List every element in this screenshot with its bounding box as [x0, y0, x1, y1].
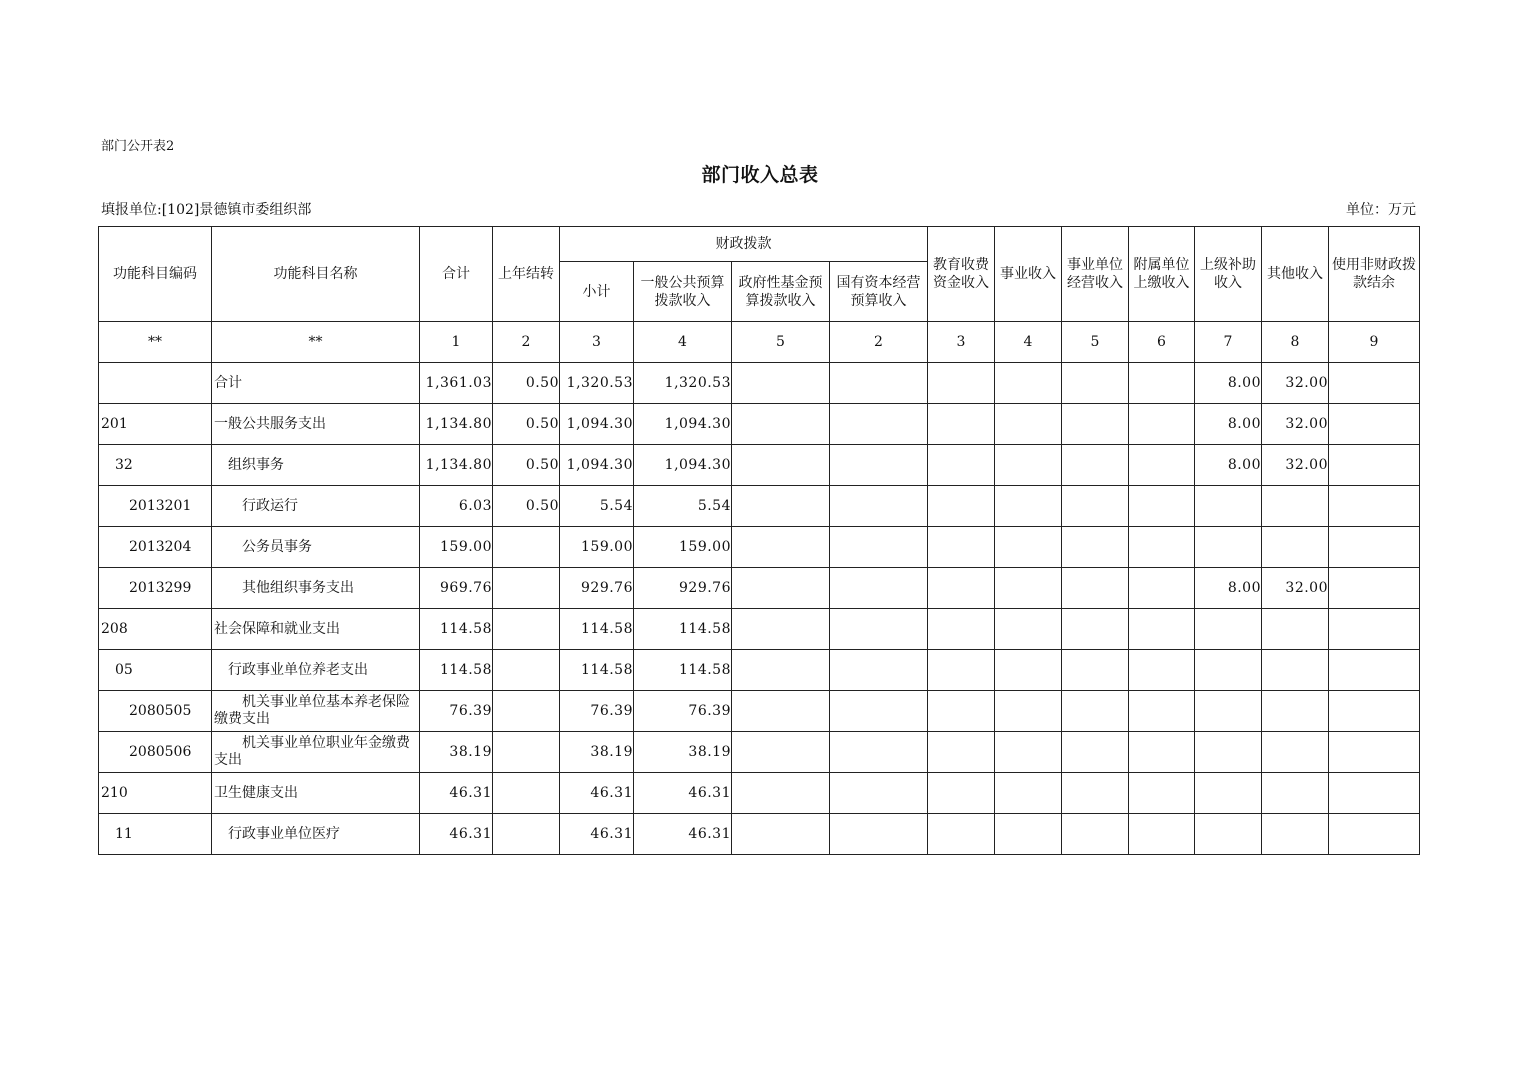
cell-amount	[995, 527, 1062, 568]
cell-code	[99, 773, 212, 814]
index-cell: **	[212, 322, 420, 363]
function-code: 2013201	[129, 498, 192, 514]
cell-amount: 38.19	[634, 732, 732, 773]
cell-amount	[928, 486, 995, 527]
col-header-subsidy: 上级补助收入	[1195, 227, 1262, 322]
cell-amount	[1062, 691, 1129, 732]
index-cell: 7	[1195, 322, 1262, 363]
cell-amount	[732, 814, 830, 855]
cell-amount: 114.58	[420, 609, 493, 650]
table-row	[99, 568, 1420, 609]
col-header-business: 事业收入	[995, 227, 1062, 322]
cell-amount	[1195, 527, 1262, 568]
cell-amount	[928, 568, 995, 609]
cell-amount: 1,361.03	[420, 363, 493, 404]
cell-amount: 114.58	[634, 609, 732, 650]
cell-amount: 46.31	[560, 773, 634, 814]
cell-amount: 114.58	[420, 650, 493, 691]
cell-amount	[830, 568, 928, 609]
cell-amount	[995, 691, 1062, 732]
function-code: 210	[101, 785, 128, 801]
cell-amount: 1,094.30	[560, 404, 634, 445]
cell-amount	[1329, 691, 1420, 732]
function-name: 公务员事务	[242, 539, 312, 555]
cell-amount	[1062, 445, 1129, 486]
cell-amount	[995, 486, 1062, 527]
cell-amount	[493, 732, 560, 773]
cell-amount: 969.76	[420, 568, 493, 609]
cell-amount	[995, 732, 1062, 773]
cell-amount	[1262, 814, 1329, 855]
table-row	[99, 445, 1420, 486]
table-row	[99, 650, 1420, 691]
col-header-name: 功能科目名称	[212, 227, 420, 322]
cell-amount: 5.54	[634, 486, 732, 527]
col-header-subtotal: 小计	[560, 262, 634, 322]
cell-amount: 114.58	[634, 650, 732, 691]
cell-amount	[1129, 609, 1195, 650]
cell-amount: 114.58	[560, 650, 634, 691]
reporting-unit: 填报单位:[102]景德镇市委组织部	[101, 202, 312, 218]
cell-amount: 1,134.80	[420, 404, 493, 445]
cell-amount	[493, 773, 560, 814]
income-summary-table	[98, 226, 1420, 855]
index-cell: 4	[995, 322, 1062, 363]
cell-amount	[830, 732, 928, 773]
cell-amount	[995, 445, 1062, 486]
index-row	[99, 322, 1420, 363]
col-header-fund: 政府性基金预算拨款收入	[732, 262, 830, 322]
cell-amount: 159.00	[560, 527, 634, 568]
cell-amount: 46.31	[420, 814, 493, 855]
function-code: 208	[101, 621, 128, 637]
cell-code	[99, 732, 212, 773]
cell-amount	[1062, 650, 1129, 691]
currency-unit: 单位：万元	[1346, 202, 1416, 218]
cell-amount	[1329, 609, 1420, 650]
cell-code	[99, 445, 212, 486]
cell-amount: 38.19	[420, 732, 493, 773]
cell-amount	[1262, 486, 1329, 527]
cell-amount	[1195, 650, 1262, 691]
col-header-edu: 教育收费资金收入	[928, 227, 995, 322]
cell-code	[99, 486, 212, 527]
cell-amount: 0.50	[493, 445, 560, 486]
cell-code	[99, 814, 212, 855]
cell-amount: 1,094.30	[560, 445, 634, 486]
cell-amount: 32.00	[1262, 445, 1329, 486]
cell-amount	[830, 363, 928, 404]
cell-amount	[928, 650, 995, 691]
cell-amount	[928, 445, 995, 486]
cell-name	[212, 486, 420, 527]
cell-amount	[1195, 732, 1262, 773]
cell-amount	[732, 732, 830, 773]
col-header-other: 其他收入	[1262, 227, 1329, 322]
cell-amount	[1195, 773, 1262, 814]
cell-code	[99, 609, 212, 650]
cell-amount	[1329, 814, 1420, 855]
page-title: 部门收入总表	[701, 164, 819, 186]
cell-amount	[732, 404, 830, 445]
cell-amount	[732, 445, 830, 486]
function-code: 201	[101, 416, 128, 432]
function-code: 2013299	[129, 580, 192, 596]
cell-name	[212, 363, 420, 404]
function-code: 2080505	[129, 703, 192, 719]
cell-amount	[493, 568, 560, 609]
index-cell: 2	[830, 322, 928, 363]
cell-amount: 929.76	[634, 568, 732, 609]
cell-amount	[928, 814, 995, 855]
function-name: 机关事业单位职业年金缴费支出	[214, 735, 410, 768]
cell-amount: 0.50	[493, 486, 560, 527]
cell-amount: 159.00	[420, 527, 493, 568]
cell-amount	[1062, 527, 1129, 568]
index-cell: **	[99, 322, 212, 363]
cell-amount	[1129, 691, 1195, 732]
cell-amount	[1329, 732, 1420, 773]
cell-amount	[830, 445, 928, 486]
table-row	[99, 773, 1420, 814]
col-header-affiliated: 附属单位上缴收入	[1129, 227, 1195, 322]
cell-amount	[1062, 773, 1129, 814]
cell-amount	[732, 568, 830, 609]
cell-amount	[1062, 609, 1129, 650]
col-header-nonfiscal: 使用非财政拨款结余	[1329, 227, 1420, 322]
col-header-general: 一般公共预算拨款收入	[634, 262, 732, 322]
cell-amount: 1,320.53	[634, 363, 732, 404]
cell-amount	[1329, 773, 1420, 814]
cell-amount	[1129, 814, 1195, 855]
cell-amount	[995, 814, 1062, 855]
cell-amount: 114.58	[560, 609, 634, 650]
cell-amount	[732, 650, 830, 691]
col-header-operating: 事业单位经营收入	[1062, 227, 1129, 322]
cell-code	[99, 527, 212, 568]
index-cell: 5	[732, 322, 830, 363]
cell-amount: 8.00	[1195, 363, 1262, 404]
table-row	[99, 609, 1420, 650]
col-header-code: 功能科目编码	[99, 227, 212, 322]
cell-amount: 929.76	[560, 568, 634, 609]
index-cell: 5	[1062, 322, 1129, 363]
cell-amount	[493, 650, 560, 691]
cell-amount	[1129, 445, 1195, 486]
table-row	[99, 732, 1420, 773]
function-name: 机关事业单位基本养老保险缴费支出	[214, 694, 410, 727]
function-code: 05	[115, 662, 133, 678]
cell-amount: 1,320.53	[560, 363, 634, 404]
cell-amount: 1,134.80	[420, 445, 493, 486]
cell-name	[212, 527, 420, 568]
cell-amount: 0.50	[493, 363, 560, 404]
cell-amount: 32.00	[1262, 568, 1329, 609]
cell-name	[212, 650, 420, 691]
cell-amount	[928, 773, 995, 814]
function-code: 32	[115, 457, 133, 473]
function-name: 其他组织事务支出	[242, 580, 354, 596]
cell-amount	[1129, 568, 1195, 609]
function-name: 行政事业单位医疗	[228, 826, 340, 842]
cell-amount	[928, 527, 995, 568]
cell-amount	[1062, 486, 1129, 527]
cell-amount	[732, 773, 830, 814]
cell-amount: 0.50	[493, 404, 560, 445]
cell-amount	[732, 486, 830, 527]
cell-amount	[1195, 691, 1262, 732]
cell-amount: 5.54	[560, 486, 634, 527]
cell-amount	[1262, 650, 1329, 691]
cell-amount: 46.31	[420, 773, 493, 814]
cell-amount	[995, 650, 1062, 691]
cell-amount	[1329, 486, 1420, 527]
cell-amount	[1262, 773, 1329, 814]
cell-amount	[928, 609, 995, 650]
cell-amount	[995, 363, 1062, 404]
cell-amount: 46.31	[560, 814, 634, 855]
cell-amount: 76.39	[560, 691, 634, 732]
function-name: 一般公共服务支出	[214, 416, 326, 432]
cell-amount	[830, 814, 928, 855]
cell-amount	[1195, 609, 1262, 650]
cell-amount: 1,094.30	[634, 404, 732, 445]
cell-amount	[1062, 363, 1129, 404]
cell-amount	[1129, 773, 1195, 814]
cell-name	[212, 404, 420, 445]
cell-amount: 159.00	[634, 527, 732, 568]
cell-code	[99, 404, 212, 445]
cell-amount	[928, 691, 995, 732]
cell-amount	[493, 814, 560, 855]
cell-amount	[830, 527, 928, 568]
cell-amount: 8.00	[1195, 568, 1262, 609]
table-row	[99, 486, 1420, 527]
cell-amount	[830, 650, 928, 691]
cell-amount	[830, 773, 928, 814]
cell-amount: 8.00	[1195, 404, 1262, 445]
cell-amount: 38.19	[560, 732, 634, 773]
cell-amount	[732, 691, 830, 732]
cell-amount: 8.00	[1195, 445, 1262, 486]
col-header-capital: 国有资本经营预算收入	[830, 262, 928, 322]
function-name: 行政事业单位养老支出	[228, 662, 368, 678]
cell-amount	[732, 609, 830, 650]
cell-amount	[830, 486, 928, 527]
cell-name	[212, 732, 420, 773]
cell-amount: 32.00	[1262, 363, 1329, 404]
cell-amount	[1129, 527, 1195, 568]
cell-name	[212, 568, 420, 609]
cell-name	[212, 609, 420, 650]
cell-amount	[995, 773, 1062, 814]
cell-amount: 76.39	[420, 691, 493, 732]
table-row	[99, 814, 1420, 855]
cell-amount	[1195, 486, 1262, 527]
cell-amount	[830, 691, 928, 732]
cell-amount	[1062, 732, 1129, 773]
cell-amount	[1129, 732, 1195, 773]
col-header-fiscal-group: 财政拨款	[560, 227, 928, 262]
cell-amount: 46.31	[634, 814, 732, 855]
cell-code	[99, 363, 212, 404]
cell-amount	[493, 527, 560, 568]
function-code: 2080506	[129, 744, 192, 760]
cell-amount	[493, 609, 560, 650]
cell-name	[212, 691, 420, 732]
cell-amount	[732, 527, 830, 568]
cell-amount: 1,094.30	[634, 445, 732, 486]
index-cell: 1	[420, 322, 493, 363]
function-name: 卫生健康支出	[214, 785, 298, 801]
index-cell: 3	[928, 322, 995, 363]
cell-amount	[1329, 363, 1420, 404]
cell-amount	[1195, 814, 1262, 855]
cell-code	[99, 568, 212, 609]
cell-amount	[928, 732, 995, 773]
cell-code	[99, 691, 212, 732]
function-name: 行政运行	[242, 498, 298, 514]
cell-amount	[1129, 486, 1195, 527]
cell-amount	[1329, 650, 1420, 691]
cell-amount: 32.00	[1262, 404, 1329, 445]
col-header-total: 合计	[420, 227, 493, 322]
cell-amount	[830, 404, 928, 445]
cell-amount	[995, 609, 1062, 650]
function-name: 组织事务	[228, 457, 284, 473]
cell-amount	[1062, 568, 1129, 609]
cell-amount	[1262, 527, 1329, 568]
cell-name	[212, 445, 420, 486]
cell-amount	[1129, 404, 1195, 445]
cell-amount	[1329, 527, 1420, 568]
function-code: 11	[115, 826, 133, 842]
cell-amount	[1329, 568, 1420, 609]
index-cell: 3	[560, 322, 634, 363]
cell-name	[212, 814, 420, 855]
cell-amount	[1062, 814, 1129, 855]
cell-amount	[995, 404, 1062, 445]
index-cell: 9	[1329, 322, 1420, 363]
cell-amount	[830, 609, 928, 650]
cell-amount	[928, 404, 995, 445]
cell-amount: 46.31	[634, 773, 732, 814]
cell-amount	[1262, 609, 1329, 650]
table-row	[99, 691, 1420, 732]
function-code: 2013204	[129, 539, 192, 555]
cell-name	[212, 773, 420, 814]
table-row	[99, 527, 1420, 568]
col-header-carry: 上年结转	[493, 227, 560, 322]
index-cell: 8	[1262, 322, 1329, 363]
cell-amount	[1329, 445, 1420, 486]
cell-amount	[732, 363, 830, 404]
function-name: 合计	[214, 375, 242, 391]
cell-amount	[1129, 650, 1195, 691]
index-cell: 2	[493, 322, 560, 363]
cell-amount	[1262, 691, 1329, 732]
index-cell: 6	[1129, 322, 1195, 363]
cell-amount	[1262, 732, 1329, 773]
function-name: 社会保障和就业支出	[214, 621, 340, 637]
cell-amount	[1062, 404, 1129, 445]
cell-amount	[1329, 404, 1420, 445]
cell-amount	[1129, 363, 1195, 404]
cell-amount	[928, 363, 995, 404]
cell-amount: 76.39	[634, 691, 732, 732]
cell-amount	[493, 691, 560, 732]
table-number: 部门公开表2	[101, 139, 175, 154]
table-row	[99, 404, 1420, 445]
cell-amount	[995, 568, 1062, 609]
cell-amount: 6.03	[420, 486, 493, 527]
table-row	[99, 363, 1420, 404]
index-cell: 4	[634, 322, 732, 363]
cell-code	[99, 650, 212, 691]
